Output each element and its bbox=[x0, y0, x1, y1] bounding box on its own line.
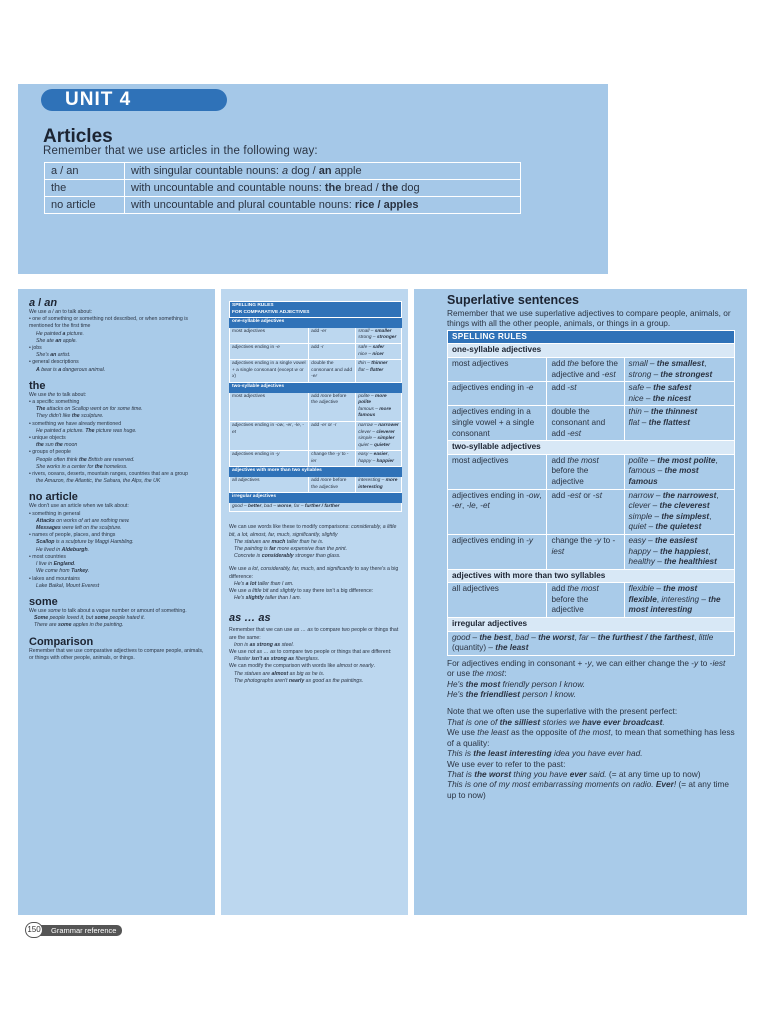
body-text: We use the least as the opposite of the most, to mean that something has less of a quality: bbox=[447, 727, 735, 748]
body-text: • most countries bbox=[29, 553, 66, 560]
spacer bbox=[447, 699, 735, 706]
table-section-row bbox=[448, 569, 735, 583]
spelling-cell: add more before the adjective bbox=[309, 477, 356, 493]
articles-table-row bbox=[45, 180, 521, 197]
table-row bbox=[448, 631, 735, 655]
table-row bbox=[230, 327, 402, 343]
spelling-cell: add -er or -r bbox=[309, 421, 356, 450]
example-cell: narrow – the narrowest, clever – the cleverest simple – the simplest, quiet – the quietest bbox=[624, 489, 734, 534]
article-cell: a / an bbox=[45, 163, 125, 180]
page-number: 150 bbox=[25, 922, 43, 938]
article-cell: no article bbox=[45, 197, 125, 214]
example-text: Lake Baikal, Mount Everest bbox=[36, 582, 100, 589]
example-text: There are some apples in the painting. bbox=[34, 622, 124, 629]
rule-cell: most adjectives bbox=[448, 454, 547, 489]
rule-cell: adjectives ending in -y bbox=[448, 534, 547, 569]
example-text: The photographs aren't nearly as good as the paintings. bbox=[234, 677, 364, 684]
example-text: the sun the moon bbox=[36, 442, 78, 449]
example-cell: polite – more polite famous – more famous bbox=[356, 392, 402, 421]
article-usage-cell: with singular countable nouns: a dog / an apple bbox=[125, 163, 521, 180]
table-row bbox=[448, 382, 735, 406]
example-text: He's the friendliest person I know. bbox=[447, 689, 576, 700]
right-column bbox=[414, 289, 747, 915]
rule-cell: adjectives ending in -ow, -er, -le, -et bbox=[230, 421, 309, 450]
section-heading: Comparison bbox=[29, 635, 94, 648]
example-text: He's slightly taller than I am. bbox=[234, 595, 302, 602]
table-title-row bbox=[230, 302, 402, 318]
body-text: We use a little bit and slightly to say there isn't a big difference: bbox=[229, 588, 374, 595]
superlative-title: Superlative sentences bbox=[447, 293, 580, 307]
table-title: SPELLING RULES bbox=[448, 330, 735, 344]
example-text: Some people loved it, but some people hated it. bbox=[34, 615, 146, 622]
superlative-intro: Remember that we use superlative adjectives to compare people, animals, or things with all the other people, animals, or things in a group. bbox=[447, 308, 731, 329]
example-text: She's an artist. bbox=[36, 352, 71, 359]
example-cell: interesting – more interesting bbox=[356, 477, 402, 493]
unit-header-panel bbox=[18, 84, 608, 274]
example-cell: narrow – narrower clever – cleverer simple – simpler quiet – quieter bbox=[356, 421, 402, 450]
body-text: That is the worst thing you have ever said. (= at any time up to now) bbox=[447, 768, 701, 779]
rule-cell: all adjectives bbox=[448, 583, 547, 618]
example-text: The statues are much taller than he is. bbox=[234, 538, 324, 545]
body-text: • something we have already mentioned bbox=[29, 420, 122, 427]
example-cell: easy – the easiest happy – the happiest, healthy – the healthiest bbox=[624, 534, 734, 569]
example-text: Concrete is considerably stronger than glass. bbox=[234, 553, 341, 560]
body-text: • jobs bbox=[29, 345, 42, 352]
spelling-cell: add the before the adjective and -est bbox=[547, 358, 624, 382]
example-text: That is one of the silliest stories we have ever broadcast. bbox=[447, 716, 665, 727]
articles-table-row bbox=[45, 163, 521, 180]
example-text: A bear is a dangerous animal. bbox=[36, 366, 106, 373]
table-section-row bbox=[230, 493, 402, 503]
comparative-spelling-table bbox=[229, 301, 402, 512]
body-text: We can use words like these to modify comparisons: considerably, a little bit, a lot, almost, far, much, significantly, slightly bbox=[229, 524, 397, 538]
table-section-row bbox=[448, 344, 735, 358]
example-cell: safe – safer nice – nicer bbox=[356, 343, 402, 359]
superlative-notes bbox=[447, 658, 735, 800]
body-text: • one of something or something not described, or when something is mentioned for the first time bbox=[29, 316, 188, 330]
articles-intro: Remember that we use articles in the following way: bbox=[43, 145, 318, 157]
example-text: He's the most friendly person I know. bbox=[447, 678, 586, 689]
example-text: Iron is as strong as steel. bbox=[234, 641, 294, 648]
table-section-row bbox=[448, 441, 735, 455]
body-text: • groups of people bbox=[29, 449, 71, 456]
body-text: • general descriptions bbox=[29, 359, 79, 366]
table-row bbox=[448, 358, 735, 382]
table-section-label: adjectives with more than two syllables bbox=[448, 569, 735, 583]
rule-cell: most adjectives bbox=[230, 327, 309, 343]
table-title-row bbox=[448, 330, 735, 344]
body-text: • a specific something bbox=[29, 399, 80, 406]
table-row bbox=[230, 392, 402, 421]
spelling-cell: add -est or -st bbox=[547, 489, 624, 534]
rule-cell: adjectives ending in -e bbox=[448, 382, 547, 406]
spelling-cell: double the consonant and add -er bbox=[309, 360, 356, 383]
table-row bbox=[230, 451, 402, 467]
body-text: • something in general bbox=[29, 510, 81, 517]
example-text: He lived in Aldeburgh. bbox=[36, 546, 90, 553]
example-text: This is the least interesting idea you have ever had. bbox=[447, 748, 643, 759]
example-cell: small – the smallest, strong – the strongest bbox=[624, 358, 734, 382]
article-cell: the bbox=[45, 180, 125, 197]
body-text: We use some to talk about a vague number or amount of something. bbox=[29, 607, 187, 614]
spelling-cell: add the most before the adjective bbox=[547, 583, 624, 618]
example-text: She ate an apple. bbox=[36, 337, 77, 344]
spelling-cell: add the most before the adjective bbox=[547, 454, 624, 489]
body-text: We use ever to refer to the past: bbox=[447, 758, 566, 769]
spelling-cell: add -er bbox=[309, 327, 356, 343]
body-text: We can modify the comparison with words like almost or nearly. bbox=[229, 663, 376, 670]
table-row bbox=[448, 534, 735, 569]
table-row bbox=[230, 421, 402, 450]
table-section-label: two-syllable adjectives bbox=[230, 382, 402, 392]
rule-cell: adjectives ending in -e bbox=[230, 343, 309, 359]
left-column bbox=[18, 289, 215, 915]
example-cell: flexible – the most flexible, interesting – the most interesting bbox=[624, 583, 734, 618]
body-text: We use a / an to talk about: bbox=[29, 309, 93, 315]
table-section-row bbox=[230, 467, 402, 477]
example-text: Attacks on works of art are nothing new. bbox=[36, 517, 130, 524]
comparison-notes bbox=[229, 524, 402, 685]
rule-cell: all adjectives bbox=[230, 477, 309, 493]
table-section-label: one-syllable adjectives bbox=[448, 344, 735, 358]
table-title: SPELLING RULES FOR COMPARATIVE ADJECTIVES bbox=[230, 302, 402, 318]
example-cell: polite – the most polite, famous – the most famous bbox=[624, 454, 734, 489]
rule-cell: most adjectives bbox=[448, 358, 547, 382]
spelling-cell: add more before the adjective bbox=[309, 392, 356, 421]
example-text: They didn't like the sculpture. bbox=[36, 413, 104, 420]
spelling-cell: change the -y to -ier bbox=[309, 451, 356, 467]
middle-column bbox=[221, 289, 408, 915]
body-text: We don't use an article when we talk about: bbox=[29, 503, 129, 510]
rule-cell: adjectives ending in a single vowel + a single consonant bbox=[448, 406, 547, 441]
body-text: For adjectives ending in consonant + -y, we can either change the -y to -iest or use the most: bbox=[447, 657, 726, 679]
example-text: I live in England. bbox=[36, 561, 76, 568]
rule-cell: adjectives ending in a single vowel + a single consonant (except w or x) bbox=[230, 360, 309, 383]
table-cell: good – the best, bad – the worst, far – the furthest / the farthest, little (quantity) – the least bbox=[448, 631, 735, 655]
table-row bbox=[448, 489, 735, 534]
example-text: The attacks on Scallop went on for some time. bbox=[36, 406, 143, 413]
example-text: He painted a picture. The picture was huge. bbox=[36, 427, 137, 434]
table-section-label: two-syllable adjectives bbox=[448, 441, 735, 455]
spelling-cell: add -r bbox=[309, 343, 356, 359]
body-text: • unique objects bbox=[29, 435, 66, 442]
body-text: We use a lot, considerably, far, much, and significantly to say there's a big difference: bbox=[229, 566, 399, 580]
example-text: Plaster isn't as strong as fiberglass. bbox=[234, 656, 320, 663]
table-row bbox=[230, 502, 402, 512]
example-text: We come from Turkey. bbox=[36, 568, 90, 575]
table-row bbox=[448, 583, 735, 618]
example-text: The painting is far more expensive than the print. bbox=[234, 546, 348, 553]
example-text: the Amazon, the Atlantic, the Sahara, the Alps, the UK bbox=[36, 478, 161, 485]
body-text: Remember that we use comparative adjectives to compare people, animals, or things with other people, animals, or things. bbox=[29, 647, 204, 661]
table-row bbox=[230, 343, 402, 359]
article-usage-cell: with uncountable and plural countable nouns: rice / apples bbox=[125, 197, 521, 214]
articles-table-row bbox=[45, 197, 521, 214]
section-heading: some bbox=[29, 595, 58, 608]
section-heading: as … as bbox=[229, 612, 271, 625]
rule-cell: most adjectives bbox=[230, 392, 309, 421]
table-section-row bbox=[230, 382, 402, 392]
body-text: We use not as … as to compare two people or things that are different: bbox=[229, 649, 392, 656]
table-section-row bbox=[230, 318, 402, 328]
table-section-label: adjectives with more than two syllables bbox=[230, 467, 402, 477]
rule-cell: adjectives ending in -y bbox=[230, 451, 309, 467]
example-cell: small – smaller strong – stronger bbox=[356, 327, 402, 343]
body-text: Remember that we can use as … as to compare two people or things that are the same: bbox=[229, 627, 399, 641]
body-text: • names of people, places, and things bbox=[29, 532, 116, 539]
page-title: Articles bbox=[43, 126, 113, 147]
footer-label: Grammar reference bbox=[39, 925, 122, 936]
example-cell: thin – the thinnest flat – the flattest bbox=[624, 406, 734, 441]
body-text: We use the to talk about: bbox=[29, 391, 87, 398]
body-text: Note that we often use the superlative with the present perfect: bbox=[447, 706, 678, 717]
table-row bbox=[448, 454, 735, 489]
body-text: • rivers, oceans, deserts, mountain ranges, countries that are a group bbox=[29, 471, 188, 478]
section-heading: no article bbox=[29, 491, 78, 504]
example-text: Messages were left on the sculpture. bbox=[36, 525, 122, 532]
superlative-spelling-table bbox=[447, 330, 735, 656]
example-text: She works in a center for the homeless. bbox=[36, 463, 128, 470]
spelling-cell: change the -y to -iest bbox=[547, 534, 624, 569]
table-cell: good – better, bad – worse, far – further / farther bbox=[230, 502, 402, 512]
example-text: The statues are almost as big as he is. bbox=[234, 670, 325, 677]
table-section-row bbox=[448, 618, 735, 632]
unit-badge: UNIT 4 bbox=[41, 89, 227, 111]
table-row bbox=[230, 477, 402, 493]
table-row bbox=[230, 360, 402, 383]
section-heading: the bbox=[29, 379, 46, 392]
example-cell: safe – the safest nice – the nicest bbox=[624, 382, 734, 406]
example-text: He painted a picture. bbox=[36, 330, 84, 337]
example-cell: easy – easier, happy – happier bbox=[356, 451, 402, 467]
spelling-cell: double the consonant and add -est bbox=[547, 406, 624, 441]
table-section-label: irregular adjectives bbox=[448, 618, 735, 632]
example-text: People often think the British are reserved. bbox=[36, 456, 135, 463]
table-section-label: irregular adjectives bbox=[230, 493, 402, 503]
article-usage-cell: with uncountable and countable nouns: the bread / the dog bbox=[125, 180, 521, 197]
example-text: Scallop is a sculpture by Maggi Hambling. bbox=[36, 539, 134, 546]
example-text: He's a lot taller than I am. bbox=[234, 580, 294, 587]
articles-table bbox=[44, 162, 521, 214]
spelling-cell: add -st bbox=[547, 382, 624, 406]
section-heading: a / an bbox=[29, 297, 58, 309]
table-row bbox=[448, 406, 735, 441]
example-cell: thin – thinner flat – flatter bbox=[356, 360, 402, 383]
body-text: • lakes and mountains bbox=[29, 575, 80, 582]
body-text: This is one of my most embarrassing moments on radio. Ever! (= at any time up to now) bbox=[447, 779, 730, 800]
rule-cell: adjectives ending in -ow, -er, -le, -et bbox=[448, 489, 547, 534]
table-section-label: one-syllable adjectives bbox=[230, 318, 402, 328]
